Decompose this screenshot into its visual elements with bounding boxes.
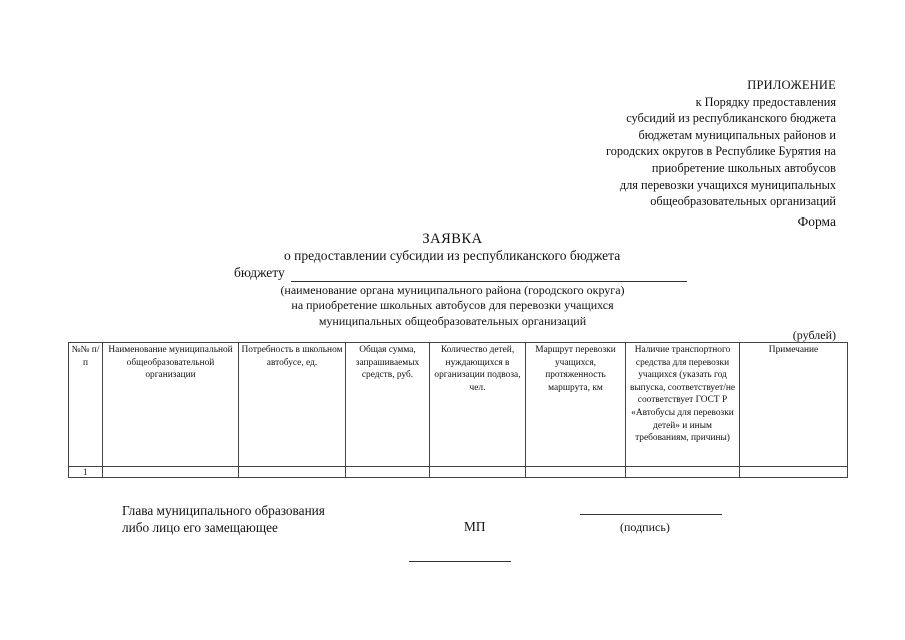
signature-fill-line[interactable] — [580, 514, 722, 515]
table-cell[interactable] — [626, 467, 740, 478]
budget-note-line3: муниципальных общеобразовательных организаций — [318, 314, 587, 328]
column-header-organization: Наименование муниципальной общеобразовательной организации — [103, 343, 239, 467]
signatory-block — [122, 502, 325, 536]
budget-note-line1: (наименование органа муниципального района (городского округа) — [280, 283, 625, 297]
form-label: Форма — [797, 214, 836, 229]
units-label: (рублей) — [792, 328, 836, 342]
table-header-row — [69, 343, 848, 467]
table-cell[interactable] — [346, 467, 430, 478]
budget-name-fill-line[interactable] — [291, 281, 687, 282]
appendix-line: городских округов в Республике Бурятия на — [606, 144, 836, 159]
column-header-children-count: Количество детей, нуждающихся в организации подвоза, чел. — [430, 343, 526, 467]
appendix-line: общеобразовательных организаций — [650, 194, 836, 209]
appendix-line: субсидий из республиканского бюджета — [626, 111, 836, 126]
table-cell[interactable] — [239, 467, 346, 478]
table-cell[interactable] — [103, 467, 239, 478]
appendix-title: ПРИЛОЖЕНИЕ — [747, 78, 836, 92]
budget-label: бюджету — [234, 265, 285, 280]
column-header-note: Примечание — [740, 343, 848, 467]
appendix-line: для перевозки учащихся муниципальных — [619, 177, 836, 192]
column-header-total-sum: Общая сумма, запрашиваемых средств, руб. — [346, 343, 430, 467]
table-cell[interactable] — [526, 467, 626, 478]
column-header-number: №№ п/п — [69, 343, 103, 467]
table-row — [69, 467, 848, 478]
appendix-block — [476, 77, 836, 210]
request-table — [68, 342, 848, 478]
stamp-label: МП — [464, 519, 486, 534]
appendix-line: к Порядку предоставления — [695, 94, 836, 109]
signatory-line2: либо лицо его замещающее — [122, 520, 278, 535]
appendix-line: приобретение школьных автобусов — [651, 160, 836, 175]
table-cell[interactable] — [740, 467, 848, 478]
budget-note-line2: на приобретение школьных автобусов для перевозки учащихся — [291, 298, 614, 312]
signatory-line1: Глава муниципального образования — [122, 503, 325, 518]
table-cell[interactable] — [430, 467, 526, 478]
column-header-route: Маршрут перевозки учащихся, протяженность маршрута, км — [526, 343, 626, 467]
signature-caption: (подпись) — [620, 520, 670, 534]
document-subtitle: о предоставлении субсидии из республиканского бюджета — [284, 248, 621, 263]
column-header-vehicle: Наличие транспортного средства для перевозки учащихся (указать год выпуска, соответствует/не соответствует ГОСТ Р «Автобусы для перевозки детей» и иным требованиям, причины) — [626, 343, 740, 467]
column-header-bus-need: Потребность в школьном автобусе, ед. — [239, 343, 346, 467]
date-fill-line[interactable] — [409, 561, 511, 562]
appendix-line: бюджетам муниципальных районов и — [638, 127, 836, 142]
row-number-cell: 1 — [69, 467, 103, 478]
document-title: ЗАЯВКА — [422, 231, 483, 247]
